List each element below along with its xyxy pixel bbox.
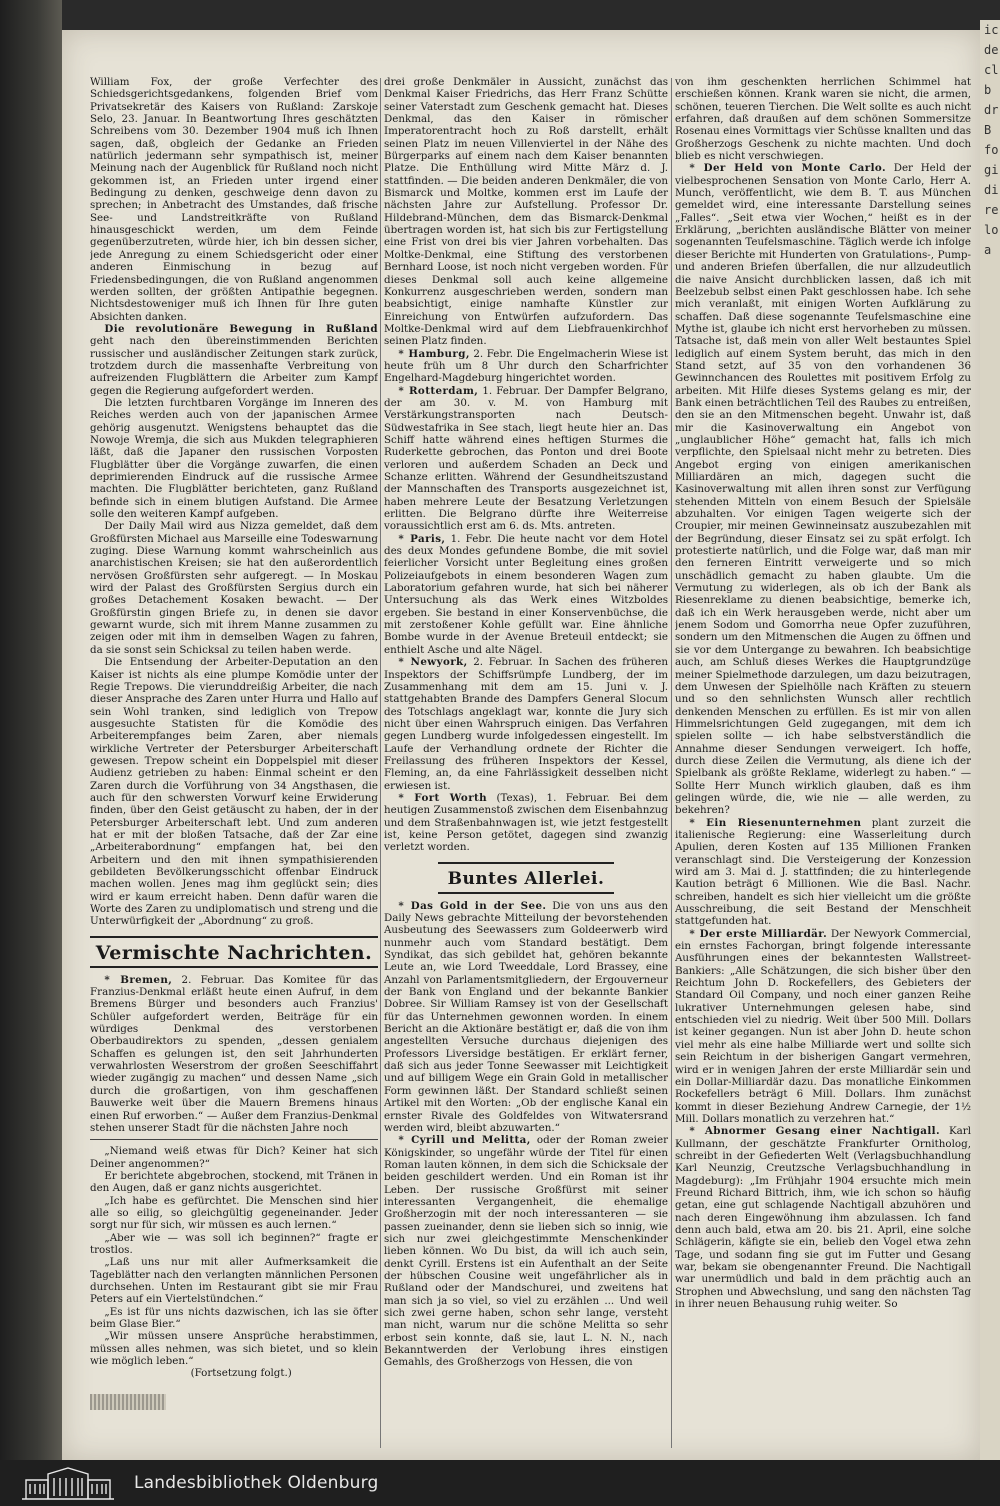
headline-bremen: * Bremen, <box>104 973 173 986</box>
edge-fragment: cl <box>984 63 999 77</box>
headline-hamburg: * Hamburg, <box>398 347 470 360</box>
article-body: Der Newyork Commercial, ein ernstes Fachorgan, bringt folgende interessante Ausführungen eines der bekanntesten Wallstreet-Bankiers: „Alle Schätzungen, die sich bisher über den Reichtum John D. Rockefellers, des Gebieters der Standard Oil Company, und noch einer ganzen Reihe lukrativer Unternehmungen gelesen habe, sind entschieden viel zu niedrig. Weit über 500 Mill. Dollars ist keiner gegangen. Nun ist aber John D. heute schon viel mehr als eine halbe Milliarde wert und sollte sich sein Reichtum in der bisherigen Gangart vermehren, wird er in wenigen Jahren der erste Milliardär sein und ein Dollar-Milliardär dazu. Das monatliche Einkommen Rockefellers beträgt 6 Mill. Dollars. Ihm zunächst kommt in dieser Beziehung Andrew Carnegie, der 1½ Mill. Dollars monatlich zu verzehren hat.“ <box>675 927 971 1125</box>
article-fox-letter: William Fox, der große Verfechter des Schiedsgerichtsgedankens, folgenden Brief vom Privatsekretär des Kaisers von Rußland: Zarskoje Selo, 23. Januar. In Beantwortung Ihres geschätzten Schreibens vom 30. Dezember 1904 muß ich Ihnen sagen, daß, obgleich der Gedanke an Frieden natürlich jedermann sehr sympathisch ist, meiner Meinung nach der Augenblick für Rußland noch nicht gekommen ist, an Frieden unter irgend einer Bedingung zu denken, geschweige denn davon zu sprechen; in Anbetracht des Umstandes, daß frische See- und Landstreitkräfte von Rußland hinausgeschickt werden, um dem Feinde gegenüberzutreten, würde hier, ich bin dessen sicher, jede Anregung zu einem Schiedsgericht oder einer anderen Einmischung in bezug auf Friedensbedingungen, die von Rußland angenommen werden sollten, der größten Antipathie begegnen. Nichtsdestoweniger muß ich Ihnen für Ihre guten Absichten danken. <box>90 76 378 323</box>
article-paris <box>384 533 668 656</box>
article-riesenunternehmen <box>675 817 971 928</box>
edge-fragment: lo <box>984 223 999 237</box>
article-denkmaeler: drei große Denkmäler in Aussicht, zunächst das Denkmal Kaiser Friedrichs, das Herr Franz Schütte seiner Vaterstadt zum Geschenk gemacht hat. Dieses Denkmal, das den Kaiser in römischer Imperatorentracht hoch zu Roß darstellt, erhält seinen Platz im neuen Villenviertel in der Nähe des Bürgerparks auf einem nach dem Kaiser benannten Platze. Die Enthüllung wird Mitte März d. J. stattfinden. — Die beiden anderen Denkmäler, die von Bismarck und Moltke, kommen erst im Laufe der nächsten Jahre zur Aufstellung. Professor Dr. Hildebrand-München, dem das Bismarck-Denkmal übertragen worden ist, hat sich bis zur Fertigstellung eine Frist von drei bis vier Jahren vorbehalten. Das Moltke-Denkmal, eine Stiftung des verstorbenen Bernhard Loose, ist noch nicht vergeben worden. Für dieses Denkmal soll auch keine allgemeine Konkurrenz ausgeschrieben werden, sondern man beabsichtigt, einige namhafte Künstler zur Einreichung von Entwürfen aufzufordern. Das Moltke-Denkmal wird auf dem Liebfrauenkirchhof seinen Platz finden. <box>384 76 668 348</box>
feuilleton-paragraph: Er berichtete abgebrochen, stockend, mit Tränen in den Augen, daß er ganz nichts ausgerichtet. <box>90 1169 378 1195</box>
headline-paris: * Paris, <box>398 532 446 545</box>
edge-fragment: ic <box>984 23 999 37</box>
feuilleton-paragraph: „Es ist für uns nichts dazwischen, ich las sie öfter beim Glase Bier.“ <box>90 1305 378 1330</box>
edge-fragment: re <box>984 203 999 217</box>
article-hamburg <box>384 348 668 385</box>
headline-monte-carlo: * Der Held von Monte Carlo. <box>689 162 886 175</box>
headline-gold: * Das Gold in der See. <box>398 899 547 912</box>
article-body: plant zurzeit die italienische Regierung: eine Wasserleitung durch Apulien, deren Kosten auf 135 Millionen Franken veranschlagt sind. Die Versteigerung der Konzession wird am 3. Mai d. J. stattfinden; die zu hinterlegende Kaution beträgt 6 Millionen. Wie die Basl. Nachr. schreiben, handelt es sich hier vielleicht um die größte Ausschreibung, die seit Bestand der Menschheit stattgefunden hat. <box>675 816 971 928</box>
article-cyrill-melitta <box>384 1134 668 1369</box>
article-revolution <box>90 323 378 397</box>
article-vorgaenge: Die letzten furchtbaren Vorgänge im Inneren des Reiches werden auch von der japanischen Armee gehörig ausgenutzt. Wenigstens behauptet das die Nowoje Wremja, die sich aus Mukden telegraphieren läßt, daß die Japaner den russischen Vorposten Flugblätter über die Vorgänge zuwarfen, die einen deprimierenden Eindruck auf die russische Armee machten. Die Flugblätter berichteten, ganz Rußland befinde sich in einem blutigen Aufstand. Die Armee solle den weiteren Kampf aufgeben. <box>90 396 378 521</box>
edge-fragment: B <box>984 123 992 137</box>
article-body: Die von uns aus den Daily News gebrachte Mitteilung der bevorstehenden Ausbeutung des Seewassers zum Goldeerwerb wird nunmehr auch vom Standard bestätigt. Dem Syndikat, das sich gebildet hat, gehören bekannte Leute an, wie Lord Tweeddale, Lord Brassey, eine Anzahl von Parlamentsmitgliedern, der Ergouverneur der Bank von England und der bekannte Bankier Dobree. Sir William Ramsey ist von der Gesellschaft für das Unternehmen gewonnen worden. In einem Bericht an die Aktionäre bestätigt er, daß die von ihm angestellten Versuche durchaus diejenigen des Professors Liversidge bestätigen. Er erklärt ferner, daß sich aus jeder Tonne Seewasser mit Leichtigkeit und auf billigem Wege ein Grain Gold in metallischer Form gewinnen läßt. Der Standard schließt seinen Artikel mit den Worten: „Ob der englische Kanal ein ernster Rivale des Goldfeldes von Witwatersrand werden wird, bleibt abzuwarten.“ <box>384 899 668 1134</box>
column-rule <box>380 78 381 1448</box>
feuilleton-paragraph: „Aber wie — was soll ich beginnen?“ fragte er trostlos. <box>90 1231 378 1256</box>
headline-nachtigall: * Abnormer Gesang einer Nachtigall. <box>689 1125 940 1138</box>
continuation-note: (Fortsetzung folgt.) <box>190 1367 292 1380</box>
column-3 <box>675 76 971 1420</box>
article-body: (Texas), 1. Februar. Bei dem heutigen Zusammenstoß zwischen dem Eisenbahnzug und dem Straßenbahnwagen ist, wie jetzt festgestellt ist, keine Person getötet, dagegen sind zwanzig verletzt worden. <box>384 791 668 854</box>
article-body: 2. Febr. Die Engelmacherin Wiese ist heute früh um 8 Uhr durch den Scharfrichter Engelhard-Magdeburg hingerichtet worden. <box>384 347 668 385</box>
edge-fragment: b <box>984 83 992 97</box>
headline-newyork: * Newyork, <box>398 656 468 669</box>
print-smudge <box>90 1394 166 1410</box>
article-milliardaer <box>675 928 971 1126</box>
newspaper-page <box>62 30 980 1460</box>
feuilleton-paragraph: „Wir müssen unsere Ansprüche herabstimmen, müssen alles nehmen, was sich bietet, und so klein wie möglich leben.“ <box>90 1330 378 1368</box>
article-rotterdam <box>384 385 668 533</box>
headline-revolution: Die revolutionäre Bewegung in Rußland <box>104 322 378 335</box>
headline-fort-worth: * Fort Worth <box>398 791 488 804</box>
library-footer <box>0 1460 1000 1506</box>
feuilleton-paragraph: „Ich habe es gefürchtet. Die Menschen sind hier alle so eilig, so gleichgültig gegeneinander. Jeder sorgt nur für sich, wir müssen es auch lernen.“ <box>90 1194 378 1232</box>
edge-fragment: gi <box>984 163 999 177</box>
column-rule <box>671 78 672 1448</box>
scan-left-edge <box>0 0 62 1460</box>
section-title-buntes-allerlei: Buntes Allerlei. <box>438 862 614 894</box>
headline-cyrill: * Cyrill und Melitta, <box>398 1134 531 1147</box>
article-nachtigall <box>675 1125 971 1310</box>
edge-fragment: di <box>984 183 999 197</box>
article-daily-mail: Der Daily Mail wird aus Nizza gemeldet, daß dem Großfürsten Michael aus Marseille eine Todeswarnung zuging. Diese Warnung kommt wahrscheinlich aus anarchistischen Kreisen; sie hat den außerordentlich nervösen Großfürsten sehr aufgeregt. — In Moskau wird der Palast des Großfürsten Sergius durch ein großes Detachement Kosaken bewacht. — Der Großfürstin gingen Briefe zu, in denen sie davor gewarnt wurde, sich mit ihrem Manne zusammen zu zeigen oder mit ihm in demselben Wagen zu fahren, da sie sonst sein Schicksal zu teilen haben werde. <box>90 520 378 656</box>
article-bremen <box>90 974 378 1134</box>
article-body: 2. Februar. Das Komitee für das Franzius-Denkmal erläßt heute einen Aufruf, in dem Bremens Bürger und besonders auch Franzius' Schüler aufgefordert werden, Beiträge für ein würdiges Denkmal des verstorbenen Oberbaudirektors zu spenden, „dessen genialem Schaffen es gelungen ist, den seit Jahrhunderten verwahrlosten Weserstrom der großen Seeschiffahrt wieder zugängig zu machen“ und dessen Name „sich durch die großartigen, von ihm geschaffenen Bauwerke weit über die Mauern Bremens hinaus einen Ruf erworben.“ — Außer dem Franzius-Denkmal stehen unserer Stadt für die nächsten Jahre noch <box>90 973 378 1134</box>
article-body: geht nach den übereinstimmenden Berichten russischer und ausländischer Zeitungen stark zurück, trotzdem durch die massenhafte Verbreitung von aufreizenden Flugblättern die Arbeiter zum Kampf gegen die Regierung aufgefordert werden. <box>90 335 378 397</box>
article-body: 1. Februar. Der Dampfer Belgrano, der am 30. v. M. von Hamburg mit Verstärkungstransporten nach Deutsch-Südwestafrika in See stach, liegt heute hier an. Das Schiff hatte während eines heftigen Sturmes die Ruderkette gebrochen, das Ponton und drei Boote verloren und außerdem Schaden an Deck und Schanze erlitten. Während der Gesundheitszustand der Mannschaften des Transports ausgezeichnet ist, haben mehrere Leute der Besatzung Verletzungen erlitten. Die Belgrano dürfte ihre Weiterreise voraussichtlich erst am 6. ds. Mts. antreten. <box>384 384 668 533</box>
column-2 <box>384 76 668 1420</box>
article-body: 2. Februar. In Sachen des früheren Inspektors der Schiffsrümpfe Lundberg, der im Zusammenhang mit dem am 15. Juni v. J. stattgehabten Brande des Dampfers General Slocum des Totschlags angeklagt war, konnte die Jury sich nicht über einen Wahrspruch einigen. Das Verfahren gegen Lundberg wurde infolgedessen eingestellt. Im Laufe der Verhandlung ordnete der Richter die Freilassung des früheren Inspektors der Kessel, Fleming, an, da eine Fahrlässigkeit desselben nicht erwiesen ist. <box>384 656 668 792</box>
next-page-edge <box>980 20 1000 1460</box>
edge-fragment: a <box>984 243 992 257</box>
article-body: 1. Febr. Die heute nacht vor dem Hotel des deux Mondes gefundene Bombe, die mit soviel feierlicher Vorsicht unter Begleitung eines großen Polizeiaufgebots in einem besonderen Wagen zum Laboratorium gefahren wurde, hat sich bei näherer Untersuchung als das Werk eines Witzboldes ergeben. Sie bestand in einer Konservenbüchse, die mit zerstoßener Kohle gefüllt war. Eine ähnliche Bombe wurde in der Avenue Breteuil entdeckt; sie enthielt Asche und alte Nägel. <box>384 532 668 656</box>
section-title-vermischte: Vermischte Nachrichten. <box>90 936 378 968</box>
column-1 <box>90 76 378 1420</box>
feuilleton-paragraph: „Niemand weiß etwas für Dich? Keiner hat sich Deiner angenommen?“ <box>90 1145 378 1170</box>
article-body: oder der Roman zweier Königskinder, so ungefähr würde der Titel für einen Roman lauten können, in dem sich die Schicksale der beiden geschildert werden. Und ein Roman ist ihr Leben. Der russische Großfürst mit seiner interessanten Vergangenheit, die ehemalige Großherzogin mit der noch interessanteren — sie passen zueinander, denn sie lieben sich so innig, wie sich nur zwei gleichgestimmte Menschenkinder lieben können. Wo Du bist, da will ich auch sein, denkt Cyrill. Erstens ist ein Aufenthalt an der Seite der hübschen Cousine weit ungefährlicher als in Rußland oder der Mandschurei, und zweitens hat man sich ja so viel, so viel zu erzählen ... Und weil sich zwei gerne haben, schon sehr lange, versteht man nicht, warum nur die schöne Melitta so sehr erbost sein konnte, daß sie, laut L. N. N., nach Bekanntwerden der Verlobung ihres einstigen Gemahls, des Großherzogs von Hessen, die von <box>384 1134 668 1369</box>
article-monte-carlo <box>675 162 971 816</box>
edge-fragment: dr <box>984 103 999 117</box>
article-gold-in-der-see <box>384 900 668 1135</box>
article-body: Karl Kullmann, der geschätzte Frankfurter Ornitholog, schreibt in der Gefiederten Welt (Verlagsbuchhandlung Karl Neunzig, Creutzsche Verlagsbuchhandlung in Magdeburg): „Im Frühjahr 1904 ersuchte mich mein Freund Richard Bittrich, ihm, wie ich schon so häufig getan, eine gut schlagende Nachtigall abzuhören und nach deren Eingewöhnung ihm abzulassen. Ich fand denn auch bald, etwa am 20. bis 21. April, eine solche Schlägerin, käfigte sie ein, belieb den Vogel etwa zehn Tage, und sodann fing sie gut im Futter und Gesang war, bekam sie obengenannter Freund. Die Nachtigall war unermüdlich und bald in dem prächtig auch an Strophen und Abwechslung, und sang den nächsten Tag in ihrer neuen Behausung ruhig weiter. So <box>675 1125 971 1311</box>
feuilleton-divider <box>90 1139 378 1140</box>
article-fort-worth <box>384 792 668 854</box>
article-entsendung: Die Entsendung der Arbeiter-Deputation an den Kaiser ist nichts als eine plumpe Komödie unter der Regie Trepows. Die vierunddreißig Arbeiter, die nach dieser Ansprache des Zaren unter Hurra und Hallo auf sein Wohl tranken, sind lediglich von Trepow ausgesuchte Statisten für die Komödie des Arbeiterempfanges beim Zaren, aber niemals wirkliche Vertreter der Petersburger Arbeiterschaft gewesen. Trepow scheint ein Doppelspiel mit dieser Audienz getrieben zu haben: Einmal scheint er den Zaren durch die Vorführung von 34 Angsthasen, die auch für den schwersten Vorwurf keine Erwiderung finden, über den Geist getäuscht zu haben, der in der Petersburger Arbeiterschaft lebt. Und zum anderen hat er mit der bloßen Tatsache, daß der Zar eine „Arbeiterabordnung“ empfangen hat, bei den Arbeitern und den mit ihnen sympathisierenden gebildeten Bevölkerungsschicht offenbar Eindruck machen wollen. Jenes mag ihm geglückt sein; dies wird er kaum erreicht haben. Denn dafür waren die Worte des Zaren zu undiplomatisch und streng und die Unterwürfigkeit der „Abordnung“ zu groß. <box>90 656 378 928</box>
library-building-icon <box>18 1466 118 1502</box>
edge-fragment: fo <box>984 143 999 157</box>
feuilleton-paragraph: „Laß uns nur mit aller Aufmerksamkeit die Tageblätter nach den verlangten männlichen Personen durchsehen. Unten im Restaurant gibt sie mir Frau Peters auf ein Viertelstündchen.“ <box>90 1256 378 1306</box>
headline-rotterdam: * Rotterdam, <box>398 384 479 397</box>
library-name: Landesbibliothek Oldenburg <box>134 1473 379 1493</box>
article-body: Der Held der vielbesprochenen Sensation von Monte Carlo, Herr A. Munch, veröffentlicht, wie dem B. T. aus München gemeldet wird, eine interessante Darstellung seines „Falles“. „Seit etwa vier Wochen,“ heißt es in der Erklärung, „berichten ausländische Blätter von meiner sogenannten Teufelsmaschine. Täglich werde ich infolge dieser Berichte mit Hunderten von Gratulations-, Pump- und anderen Briefen überfallen, die nur allzudeutlich die naive Ansicht durchblicken lassen, daß ich mit Beelzebub selbst einen Pakt geschlossen habe. Ich sehe mich veranlaßt, mit einigen Worten Aufklärung zu schaffen. Daß diese sogenannte Teufelsmaschine eine Mythe ist, glaube ich nicht erst hervorheben zu müssen. Tatsache ist, daß mein von aller Welt bestauntes Spiel lediglich auf einem System beruht, das mich in den Stand setzt, auf 35 von den vorhandenen 36 Gewinnchancen des Roulettes mit positivem Erfolg zu arbeiten. Mit Hilfe dieses Systems gelang es mir, der Bank einen beträchtlichen Teil des Raubes zu entreißen, den sie an den Mitmenschen begeht. Unwahr ist, daß mir die Kasinoverwaltung ein Angebot von „unglaublicher Höhe“ gemacht hat, falls ich mich verpflichte, den Spielsaal nicht mehr zu betreten. Dies Angebot erging von einigen amerikanischen Milliardären an mich, dagegen sucht die Kasinoverwaltung mit allen ihren sonst zur Verfügung stehenden Mitteln von einem Besuch der Spielsäle abzuhalten. Vor einigen Tagen weigerte sich der Croupier, mir meinen Gewinneinsatz auszubezahlen mit der Begründung, dieser Einsatz sei zu spät erfolgt. Ich protestierte natürlich, und die Folge war, daß man mir den ferneren Eintritt verweigerte und so mich unschädlich gemacht zu haben glaubte. Um die Vermutung zu widerlegen, als ob ich der Bank als Riesenreklame zu dienen beabsichtige, bemerke ich, daß ich ein Werk herausgeben werde, nicht aber um jenem Sodom und Gomorrha neue Opfer zuzuführen, sondern um den Mitmenschen die Augen zu öffnen und sie vor dem Untergange zu bewahren. Ich beabsichtige auch, am Schluß dieses Werkes die Hauptgrundzüge meiner Spielmethode darzulegen, um dazu beizutragen, dem Unwesen der Spielhölle nach Kräften zu steuern und so den sehnlichsten Wunsch aller rechtlich denkenden Menschen zu erfüllen. Es ist mir von allen Himmelsrichtungen Geld zugegangen, mit dem ich spielen sollte — ich habe selbstverständlich die Annahme dieser Sendungen verweigert. Ich hoffe, durch diese Zeilen die Vermutung, als diene ich der Spielbank als größte Reklame, widerlegt zu haben.“ — Sollte Herr Munch wirklich glauben, daß es ihm gelingen würde, die, wie nie — alle werden, zu bekehren? <box>675 162 971 817</box>
article-newyork <box>384 656 668 792</box>
headline-riesenunternehmen: * Ein Riesenunternehmen <box>689 816 862 829</box>
article-schimmel: von ihm geschenkten herrlichen Schimmel hat erschießen können. Krank waren sie nicht, die armen, schönen, teueren Tierchen. Die Welt sollte es auch nicht erfahren, daß draußen auf dem schönen Sommersitze Rosenau eines Vormittags vier Schüsse knallten und das Großherzogs Geschenk zu nichte machten. Und doch blieb es nicht verschwiegen. <box>675 76 971 163</box>
headline-milliardaer: * Der erste Milliardär. <box>689 927 828 940</box>
edge-fragment: de <box>984 43 999 57</box>
